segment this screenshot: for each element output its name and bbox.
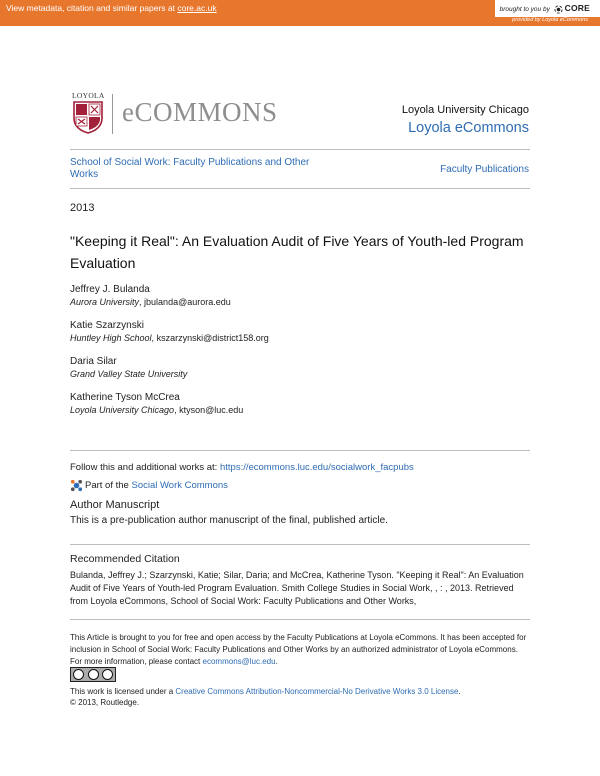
divider-authors (70, 450, 530, 451)
institution-name: Loyola University Chicago (401, 104, 529, 116)
author-email: jbulanda@aurora.edu (144, 297, 231, 307)
social-work-commons-link[interactable]: Social Work Commons (131, 480, 228, 492)
manuscript-heading: Author Manuscript (70, 499, 160, 511)
brought-by-text: brought to you by (499, 6, 550, 13)
author-2: Katie Szarzynski Huntley High School, kszarzynski@district158.org (70, 320, 269, 343)
author-email: ktyson@luc.edu (179, 405, 244, 415)
core-brand[interactable] (500, 3, 590, 14)
cc-license-link[interactable]: Creative Commons Attribution-Noncommercial-No Derivative Works 3.0 License (175, 687, 459, 696)
citation-text: Bulanda, Jeffrey J.; Szarzynski, Katie; Silar, Daria; and McCrea, Katherine Tyson. "Keeping it Real": An Evaluation Audit of Five Years of Youth-led Program Evaluation. Smith College Studies in Social Work, , : , 2013. Retrieved from Loyola eCommons, School of Social Work: Faculty Publications and Other Works, (70, 570, 524, 606)
core-bar (0, 0, 600, 17)
logo-wordmark: eCOMMONS (122, 97, 278, 127)
network-icon (70, 479, 83, 492)
author-1: Jeffrey J. Bulanda Aurora University, jbulanda@aurora.edu (70, 284, 231, 307)
copyright-text: © 2013, Routledge. (70, 698, 140, 707)
author-name: Katie Szarzynski (70, 320, 144, 331)
logo-top-text: LOYOLA (72, 91, 105, 100)
part-of-line (70, 479, 228, 492)
author-email: kszarzynski@district158.org (156, 333, 269, 343)
series-link[interactable]: School of Social Work: Faculty Publications and Other Works (70, 157, 310, 180)
licensed-suffix: . (458, 687, 461, 696)
licensed-prefix: This work is licensed under a (70, 687, 176, 696)
author-name: Daria Silar (70, 356, 117, 367)
citation-heading: Recommended Citation (70, 553, 180, 565)
author-affiliation: Aurora University (70, 297, 140, 307)
author-name: Jeffrey J. Bulanda (70, 284, 150, 295)
loyola-shield-icon (72, 100, 104, 134)
core-logo-icon (554, 5, 563, 14)
author-affiliation: Grand Valley State University (70, 369, 188, 379)
manuscript-text: This is a pre-publication author manuscript of the final, published article. (70, 515, 388, 526)
divider-citation (70, 544, 530, 545)
license-line (70, 686, 532, 708)
part-of-prefix: Part of the (85, 480, 132, 492)
nc-icon (102, 669, 113, 680)
divider-top (70, 149, 530, 150)
follow-url-link[interactable]: https://ecommons.luc.edu/socialwork_facpubs (219, 462, 414, 473)
divider-license (70, 619, 530, 620)
logo-divider (112, 94, 113, 134)
author-affiliation: Huntley High School (70, 333, 152, 343)
cc-icon (73, 669, 84, 680)
cc-license-badge[interactable] (70, 667, 116, 682)
author-name: Katherine Tyson McCrea (70, 392, 180, 403)
access-notice-end: . (275, 657, 278, 666)
core-metadata-link[interactable] (6, 3, 217, 13)
divider-nav (70, 188, 530, 189)
by-icon (88, 669, 99, 680)
repository-link[interactable]: Loyola eCommons (408, 120, 529, 136)
faculty-publications-link[interactable]: Faculty Publications (440, 164, 529, 175)
author-affiliation: Loyola University Chicago (70, 405, 175, 415)
core-link-domain[interactable]: core.ac.uk (177, 3, 217, 13)
follow-prefix: Follow this and additional works at: (70, 462, 220, 473)
follow-line (70, 462, 414, 473)
author-3 (70, 355, 187, 381)
access-notice (70, 632, 532, 668)
core-banner (0, 0, 495, 17)
core-brand-name: CORE (564, 3, 590, 13)
article-title: "Keeping it Real": An Evaluation Audit of Five Years of Youth-led Program Evaluation (70, 233, 524, 271)
provided-by-text: provided by Loyola eCommons (512, 17, 588, 23)
access-notice-text: This Article is brought to you for free and open access by the Faculty Publications at Loyola eCommons. It has been accepted for inclusion in School of Social Work: Faculty Publications and Other Works by an authorized administrator of Loyola eCommons. For more information, please contact (70, 633, 527, 666)
core-link-text: View metadata, citation and similar papers at (6, 3, 178, 13)
contact-email-link[interactable]: ecommons@luc.edu (202, 657, 276, 666)
publication-year: 2013 (70, 202, 95, 214)
core-provided-bar (0, 17, 600, 26)
author-4: Katherine Tyson McCrea Loyola University Chicago, ktyson@luc.edu (70, 392, 244, 415)
